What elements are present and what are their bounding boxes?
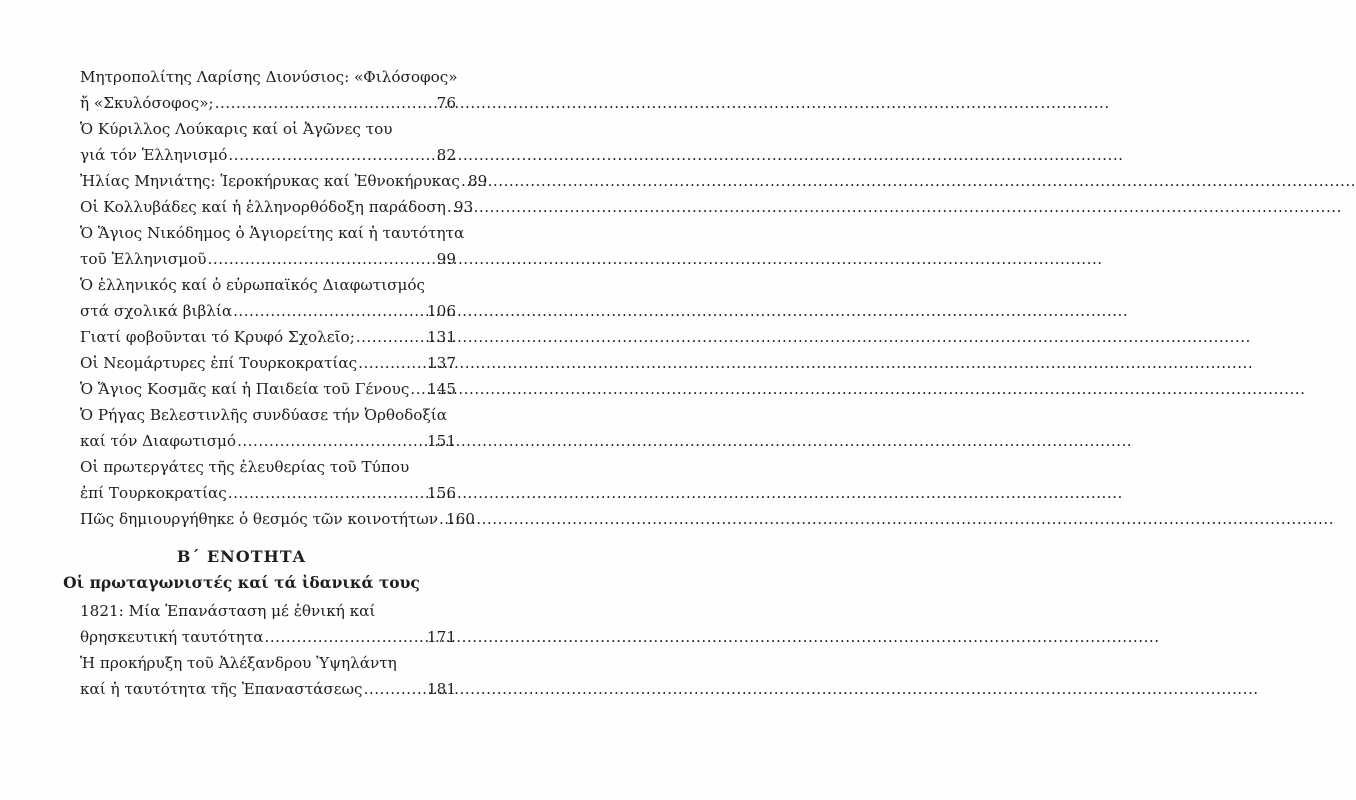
- dot-leader: [228, 480, 426, 506]
- toc-entry: [80, 64, 456, 116]
- toc-entry-title: Ὁ Ἅγιος Κοσμᾶς καί ἡ Παιδεία τοῦ Γένους: [80, 380, 410, 398]
- toc-entry-title: Πῶς δημιουργήθηκε ὁ θεσμός τῶν κοινοτήτων: [80, 510, 438, 528]
- toc-entry: [80, 350, 456, 376]
- toc-page-number: 160: [445, 510, 475, 528]
- toc-entry-line: [80, 428, 456, 454]
- dot-leader: [410, 376, 426, 402]
- toc-page-number: 156: [427, 484, 456, 502]
- toc-entry: [80, 168, 488, 194]
- toc-page-number: 82: [436, 146, 456, 164]
- toc-entry-title: ἤ «Σκυλόσοφος»;: [80, 94, 214, 112]
- toc-entry-title: καί τόν Διαφωτισμό: [80, 432, 237, 450]
- toc-entry-line: [80, 298, 456, 324]
- dot-leader: [215, 90, 436, 116]
- dot-leader: [439, 506, 445, 532]
- toc-page-number: 181: [427, 680, 456, 698]
- toc-entry-title: Οἱ πρωτεργάτες τῆς ἐλευθερίας τοῦ Τύπου: [80, 458, 410, 476]
- toc-entry: [80, 220, 465, 272]
- toc-entry-title: Γιατί φοβοῦνται τό Κρυφό Σχολεῖο;: [80, 328, 355, 346]
- toc-entry: [80, 116, 456, 168]
- section-heading: Β΄ ΕΝΟΤΗΤΑ: [176, 547, 307, 566]
- dot-leader: [364, 676, 426, 702]
- toc-entry-title: καί ἡ ταυτότητα τῆς Ἐπαναστάσεως: [80, 680, 363, 698]
- toc-page-number: 171: [427, 628, 456, 646]
- toc-entry-line: [80, 168, 488, 194]
- toc-entry-line: [80, 454, 456, 480]
- toc-page-number: 131: [427, 328, 456, 346]
- toc-page-number: 76: [436, 94, 456, 112]
- toc-entry-line: [80, 480, 456, 506]
- toc-entry-title: Ἡ προκήρυξη τοῦ Ἀλέξανδρου Ὑψηλάντη: [80, 654, 397, 672]
- toc-entry-line: [80, 598, 456, 624]
- section-subheading: Οἱ πρωταγωνιστές καί τά ἰδανικά τους: [63, 573, 420, 592]
- toc-entry-line: [80, 90, 456, 116]
- toc-page-number: 151: [427, 432, 456, 450]
- dot-leader: [356, 324, 426, 350]
- toc-entry-title: Ὁ Κύριλλος Λούκαρις καί οἱ Ἀγῶνες του: [80, 120, 393, 138]
- toc-entry: [80, 376, 456, 402]
- toc-entry-line: [80, 506, 475, 532]
- toc-entry-title: Ὁ Ρήγας Βελεστινλῆς συνδύασε τήν Ὀρθοδοξία: [80, 406, 448, 424]
- toc-entry-title: θρησκευτική ταυτότητα: [80, 628, 264, 646]
- toc-page-number: 89: [467, 172, 488, 190]
- toc-entry-title: Οἱ Νεομάρτυρες ἐπί Τουρκοκρατίας: [80, 354, 358, 372]
- toc-entry-title: γιά τόν Ἑλληνισμό: [80, 146, 228, 164]
- toc-entry-line: [80, 272, 456, 298]
- toc-page-number: 93: [453, 198, 474, 216]
- toc-entry-title: ἐπί Τουρκοκρατίας: [80, 484, 227, 502]
- toc-entry-line: [80, 246, 456, 272]
- toc-entry-line: [80, 650, 456, 676]
- toc-page-number: 145: [427, 380, 456, 398]
- toc-entry: [80, 324, 456, 350]
- toc-page-number: 99: [436, 250, 456, 268]
- dot-leader: [237, 428, 426, 454]
- toc-entry-line: [80, 142, 456, 168]
- toc-entry-title: τοῦ Ἑλληνισμοῦ: [80, 250, 207, 268]
- dot-leader: [447, 194, 453, 220]
- toc-entry-line: [80, 624, 456, 650]
- toc-section-b: [80, 598, 456, 702]
- toc-entry: [80, 506, 475, 532]
- dot-leader: [233, 298, 426, 324]
- toc-entry: [80, 194, 474, 220]
- toc-entry: [80, 650, 456, 702]
- toc-entry-line: [80, 220, 465, 246]
- toc-entry-title: Οἱ Κολλυβάδες καί ἡ ἑλληνορθόδοξη παράδοση: [80, 198, 446, 216]
- toc-entry-title: Ἠλίας Μηνιάτης: Ἱεροκήρυκας καί Ἐθνοκήρυκας: [80, 172, 460, 190]
- toc-entry-title: Ὁ Ἅγιος Νικόδημος ὁ Ἁγιορείτης καί ἡ ταυτότητα: [80, 224, 465, 242]
- dot-leader: [228, 142, 435, 168]
- dot-leader: [265, 624, 426, 650]
- book-page: [0, 0, 488, 800]
- dot-leader: [461, 168, 467, 194]
- toc-entry-title: Μητροπολίτης Λαρίσης Διονύσιος: «Φιλόσοφος»: [80, 68, 458, 86]
- toc-entry-line: [80, 350, 456, 376]
- toc-entry-line: [80, 324, 456, 350]
- toc-entry: [80, 272, 456, 324]
- toc-entry-line: [80, 194, 474, 220]
- toc-page-number: 106: [427, 302, 456, 320]
- toc-entry: [80, 598, 456, 650]
- toc-entry: [80, 454, 456, 506]
- dot-leader: [208, 246, 436, 272]
- toc-entry-line: [80, 376, 456, 402]
- toc-entry-line: [80, 116, 456, 142]
- toc-entry-line: [80, 676, 456, 702]
- toc-entry-line: [80, 64, 456, 90]
- toc-entry-title: Ὁ ἑλληνικός καί ὁ εὐρωπαϊκός Διαφωτισμός: [80, 276, 426, 294]
- toc-entry-line: [80, 402, 456, 428]
- toc-entry-title: στά σχολικά βιβλία: [80, 302, 233, 320]
- toc-entry: [80, 402, 456, 454]
- toc-entry-title: 1821: Μία Ἐπανάσταση μέ ἐθνική καί: [80, 602, 376, 620]
- toc-section-a: [80, 64, 488, 532]
- dot-leader: [358, 350, 426, 376]
- toc-page-number: 137: [427, 354, 456, 372]
